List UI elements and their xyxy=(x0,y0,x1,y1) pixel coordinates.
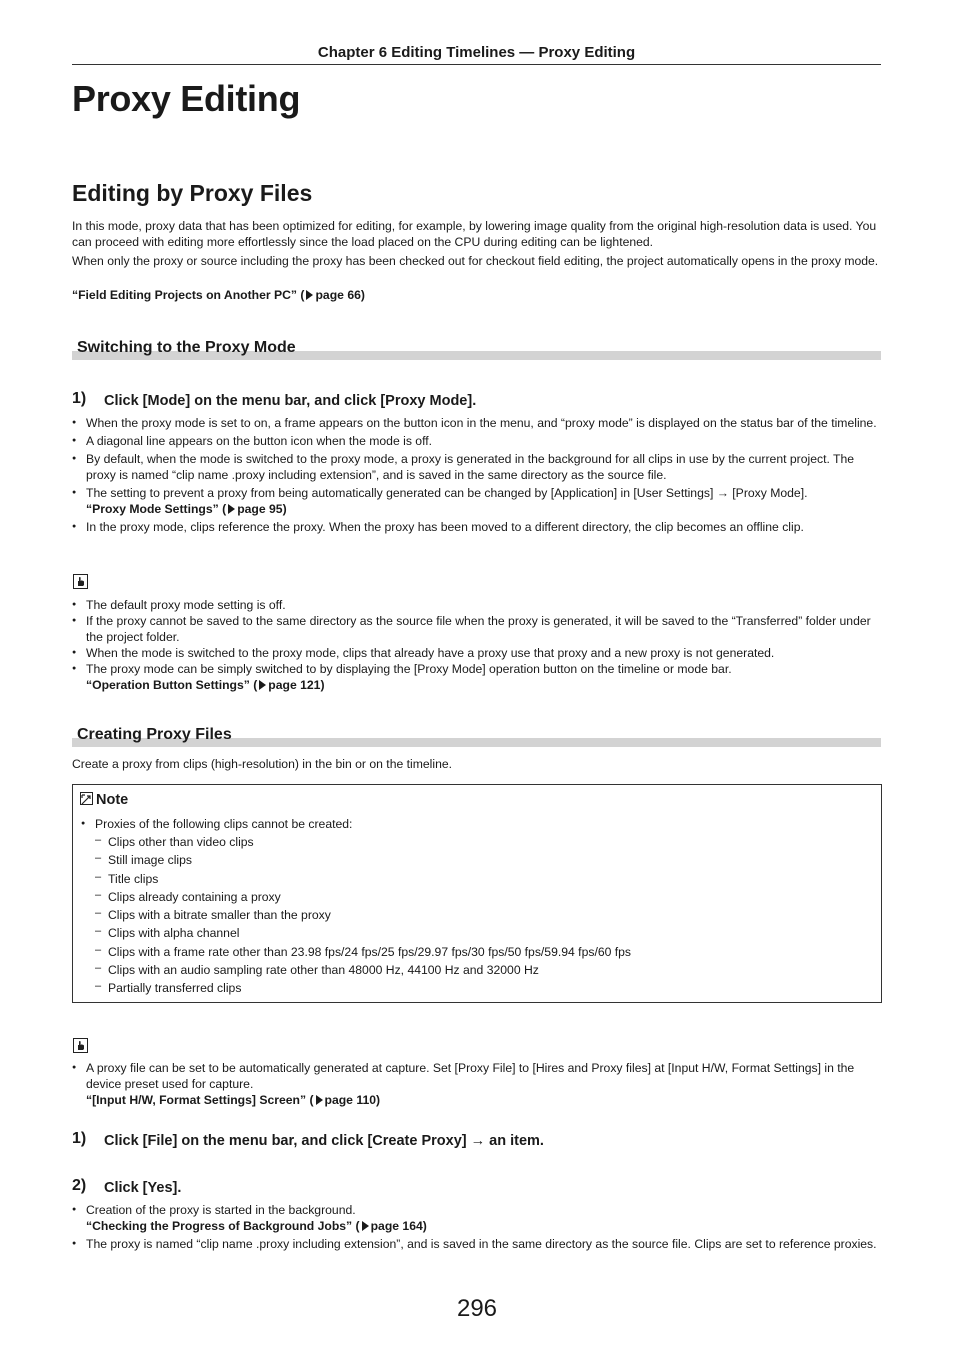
list-item: – Clips with a bitrate smaller than the proxy xyxy=(95,906,871,924)
page-title: Proxy Editing xyxy=(72,78,301,119)
bullet-text: In the proxy mode, clips reference the proxy. When the proxy has been moved to a different directory, the clip becomes an offline clip. xyxy=(86,520,804,534)
section-title: Editing by Proxy Files xyxy=(72,180,313,206)
list-item xyxy=(72,645,882,661)
list-item: – Clips with alpha channel xyxy=(95,924,871,942)
list-item xyxy=(72,661,882,693)
bullet-text: The proxy is named “clip name .proxy including extension”, and is saved in the same directory as the source file. Clips are set to reference proxies. xyxy=(86,1237,877,1251)
hint-text: The default proxy mode setting is off. xyxy=(86,598,286,612)
background-jobs-link[interactable] xyxy=(86,1219,427,1233)
hint-icon xyxy=(73,1038,88,1053)
list-item xyxy=(72,1202,882,1234)
xref-text: “Proxy Mode Settings” ( xyxy=(86,502,227,516)
step-text: Click [Mode] on the menu bar, and click [Proxy Mode]. xyxy=(104,393,477,409)
note-box xyxy=(72,784,882,1003)
bullet-text: The setting to prevent a proxy from being automatically generated can be changed by [Application] in [User Settings] → [Proxy Mode]. xyxy=(86,486,808,500)
list-item: – Title clips xyxy=(95,870,871,888)
list-item: – Still image clips xyxy=(95,851,871,869)
subsection-header-switching xyxy=(72,340,881,360)
page-arrow-icon xyxy=(259,680,266,690)
note-heading xyxy=(80,792,128,808)
list-item xyxy=(72,519,882,535)
list-item xyxy=(72,1060,882,1108)
list-item xyxy=(81,816,871,832)
bullet-text: A diagonal line appears on the button icon when the mode is off. xyxy=(86,434,433,448)
step-text: Click [Yes]. xyxy=(104,1180,182,1196)
hint-text: The proxy mode can be simply switched to by displaying the [Proxy Mode] operation button on the timeline or mode bar. xyxy=(86,662,732,676)
page-arrow-icon xyxy=(362,1221,369,1231)
list-item: – Clips other than video clips xyxy=(95,833,871,851)
page-number: 296 xyxy=(456,1295,498,1322)
intro-cross-reference[interactable] xyxy=(72,287,882,303)
xref-page: page 66) xyxy=(315,288,365,302)
operation-button-settings-link[interactable] xyxy=(86,678,325,692)
step-number: 1) xyxy=(72,1130,87,1147)
list-item: – Clips with a frame rate other than 23.98 fps/24 fps/25 fps/29.97 fps/30 fps/50 fps/59.94 fps/60 fps xyxy=(95,943,871,961)
xref-text: “Field Editing Projects on Another PC” ( xyxy=(72,288,305,302)
xref-page: page 95) xyxy=(237,502,287,516)
step-1-switching xyxy=(72,390,882,409)
subsection-title: Switching to the Proxy Mode xyxy=(77,339,296,356)
header-rule xyxy=(72,64,881,65)
proxy-mode-settings-link[interactable] xyxy=(86,502,287,516)
page-arrow-icon xyxy=(316,1095,323,1105)
subsection-header-creating xyxy=(72,727,881,747)
note-lead: Proxies of the following clips cannot be created: xyxy=(95,817,353,831)
step-2-creating xyxy=(72,1177,882,1196)
xref-text: “Operation Button Settings” ( xyxy=(86,678,258,692)
list-item xyxy=(72,451,882,483)
list-item xyxy=(72,1236,882,1252)
note-body xyxy=(81,816,871,998)
step-1-creating xyxy=(72,1130,882,1149)
note-title: Note xyxy=(96,792,129,808)
list-item xyxy=(72,433,882,449)
list-item xyxy=(72,485,882,517)
switching-bullets xyxy=(72,415,882,537)
xref-page: page 110) xyxy=(324,1093,381,1107)
xref-page: page 121) xyxy=(268,678,325,692)
bullet-text: When the proxy mode is set to on, a frame appears on the button icon in the menu, and “proxy mode” is displayed on the status bar of the timeline. xyxy=(86,416,877,430)
chapter-header: Chapter 6 Editing Timelines — Proxy Editing xyxy=(317,44,636,61)
xref-text: “Checking the Progress of Background Jobs” ( xyxy=(86,1219,360,1233)
hint-text: When the mode is switched to the proxy mode, clips that already have a proxy use that proxy and a new proxy is not generated. xyxy=(86,646,775,660)
bullet-text: By default, when the mode is switched to the proxy mode, a proxy is generated in the background for all clips in use by the current project. The proxy is named “clip name .proxy including extension”, and is saved in the same directory as the source file. xyxy=(86,452,855,482)
switching-hints xyxy=(72,597,882,693)
subsection-title: Creating Proxy Files xyxy=(77,726,232,743)
list-item xyxy=(72,613,882,645)
step-number: 1) xyxy=(72,390,87,407)
step-2-bullets xyxy=(72,1202,882,1254)
list-item xyxy=(72,415,882,431)
creating-hint xyxy=(72,1060,882,1110)
bullet-text: Creation of the proxy is started in the background. xyxy=(86,1203,356,1217)
note-icon xyxy=(80,792,93,805)
list-item: – Clips already containing a proxy xyxy=(95,888,871,906)
intro-paragraph-1: In this mode, proxy data that has been optimized for editing, for example, by lowering image quality from the original high-resolution data is used. You can proceed with editing more effortlessly since the load placed on the CPU during editing can be lightened. xyxy=(72,219,877,249)
page-arrow-icon xyxy=(306,290,313,300)
intro-paragraph-2: When only the proxy or source including the proxy has been checked out for checkout field editing, the project automatically opens in the proxy mode. xyxy=(72,254,879,268)
step-text: Click [File] on the menu bar, and click [Create Proxy] → an item. xyxy=(104,1133,544,1149)
input-hw-format-settings-link[interactable] xyxy=(86,1093,380,1107)
hint-text: A proxy file can be set to be automatically generated at capture. Set [Proxy File] to [Hires and Proxy files] at [Input H/W, Format Settings] in the device preset used for capture. xyxy=(86,1061,855,1091)
list-item: – Clips with an audio sampling rate other than 48000 Hz, 44100 Hz and 32000 Hz xyxy=(95,961,871,979)
hint-text: If the proxy cannot be saved to the same directory as the source file when the proxy is generated, it will be saved to the “Transferred” folder under the project folder. xyxy=(86,614,871,644)
hint-icon xyxy=(73,574,88,589)
step-number: 2) xyxy=(72,1177,87,1194)
page-arrow-icon xyxy=(228,504,235,514)
creating-intro: Create a proxy from clips (high-resolution) in the bin or on the timeline. xyxy=(72,757,453,771)
xref-text: “[Input H/W, Format Settings] Screen” ( xyxy=(86,1093,314,1107)
list-item xyxy=(72,597,882,613)
list-item: – Partially transferred clips xyxy=(95,979,871,997)
xref-page: page 164) xyxy=(370,1219,427,1233)
